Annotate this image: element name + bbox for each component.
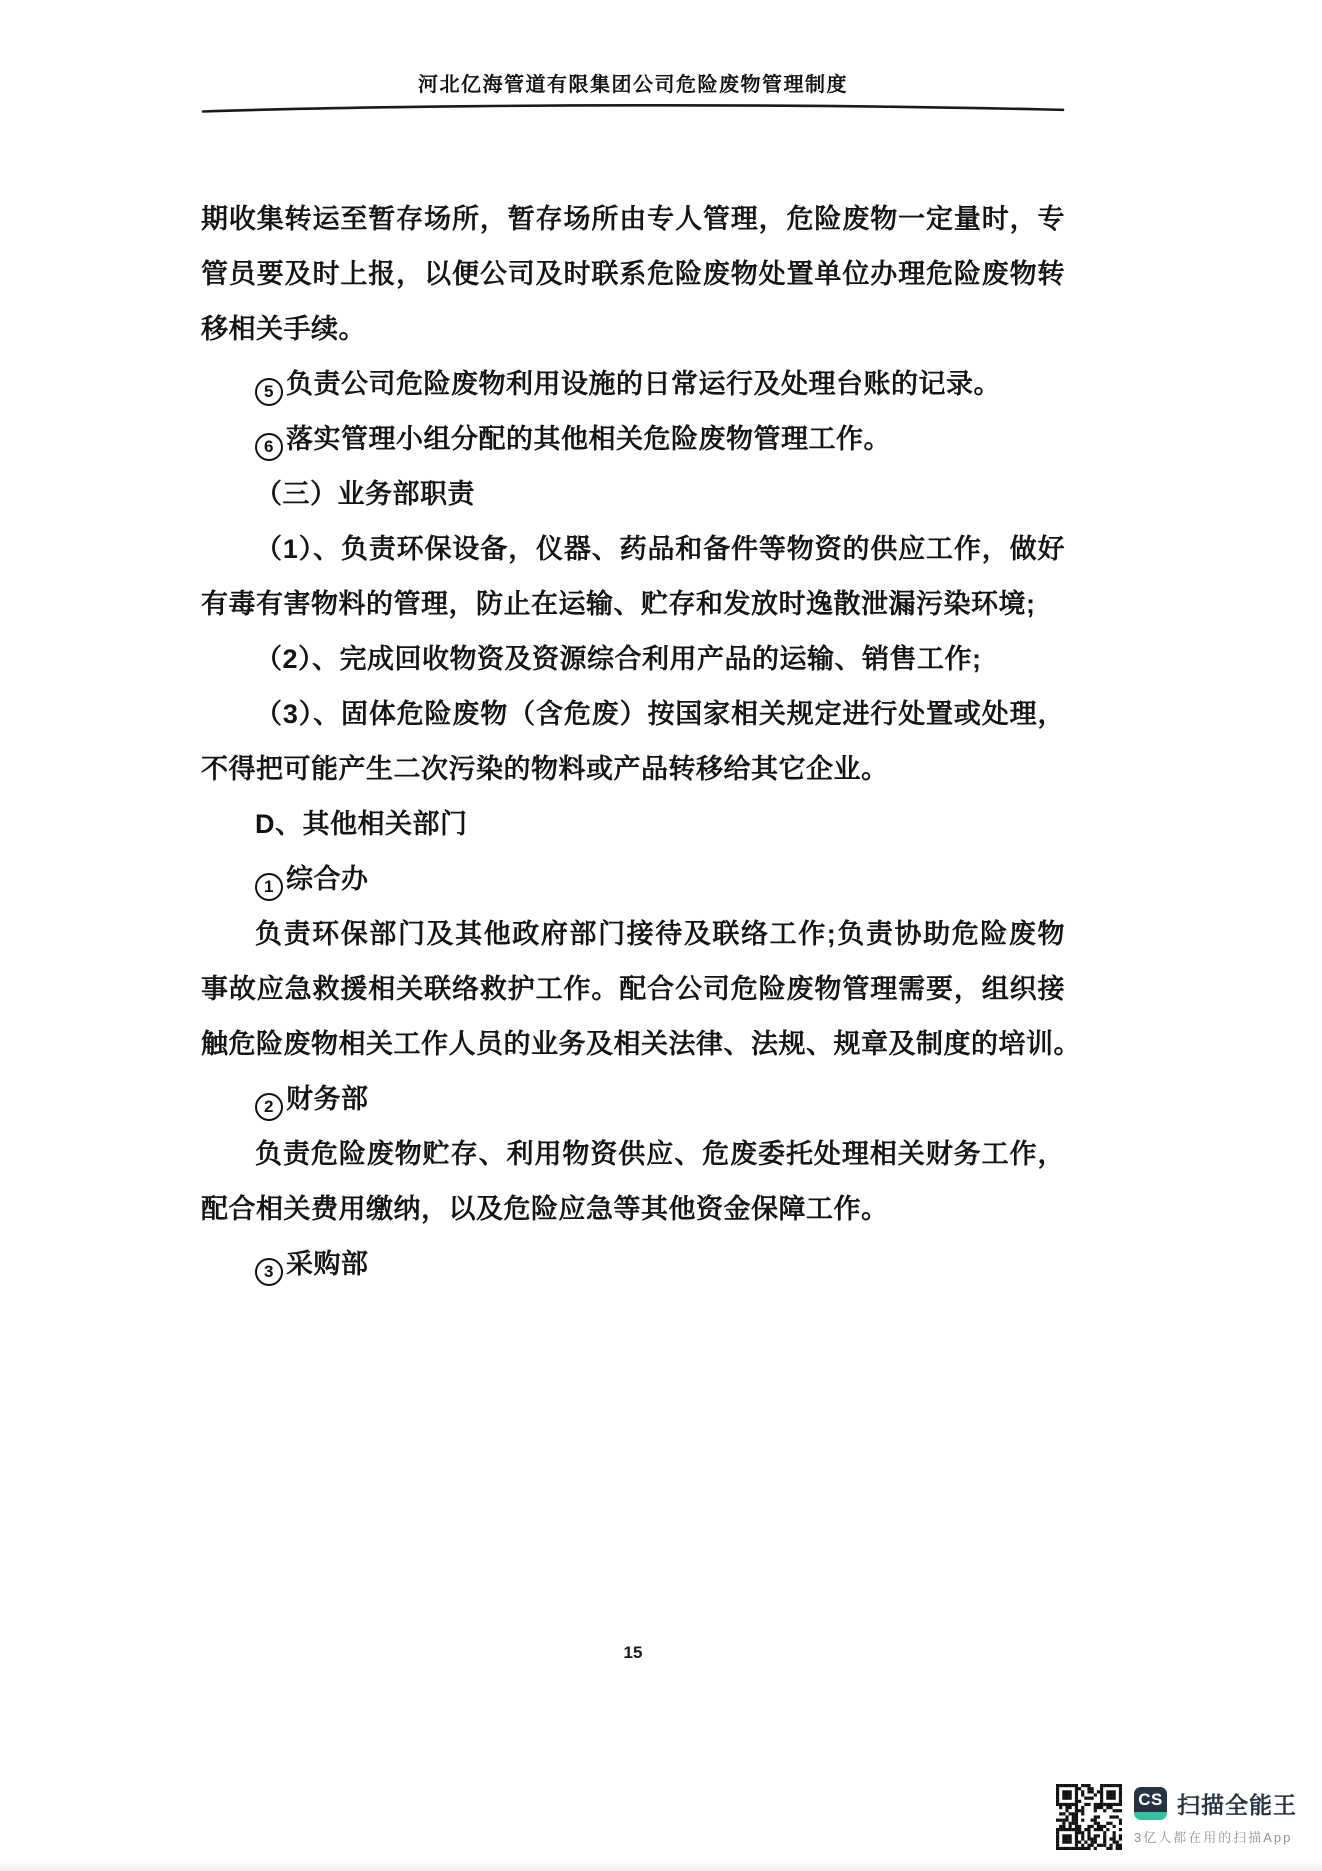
qr-code-icon [1056,1784,1122,1850]
text-line: 移相关手续。 [201,314,366,344]
page-number: 15 [623,1643,643,1662]
camscanner-app-name: 扫描全能王 [1177,1792,1297,1818]
camscanner-branding [1134,1784,1297,1846]
text-line: 事故应急救援相关联络救护工作。配合公司危险废物管理需要，组织接 [201,974,1065,1004]
text-line: （1）、负责环保设备，仪器、药品和备件等物资的供应工作，做好 [255,534,1065,564]
text-line: 1 综合办 [201,852,1065,907]
text-line: （三）业务部职责 [255,479,475,509]
text-line: 期收集转运至暂存场所，暂存场所由专人管理，危险废物一定量时，专 [201,204,1065,234]
camscanner-tagline: 3亿人都在用的扫描App [1134,1830,1293,1845]
document-body [201,122,1081,1292]
header-title: 河北亿海管道有限集团公司危险废物管理制度 [418,74,848,96]
text-line: 触危险废物相关工作人员的业务及相关法律、法规、规章及制度的培训。 [201,1029,1081,1059]
text-line: 2 财务部 [201,1072,1065,1127]
text-line: D、其他相关部门 [255,809,468,839]
page-header [201,0,1065,115]
text-line: 3 采购部 [201,1237,1065,1292]
header-rule [201,101,1065,115]
circled-number: 5 [255,378,283,406]
text-line: 负责环保部门及其他政府部门接待及联络工作;负责协助危险废物 [255,919,1065,949]
text-line: （3）、固体危险废物（含危废）按国家相关规定进行处置或处理， [255,699,1065,729]
camscanner-watermark [1056,1784,1297,1850]
camscanner-logo-icon [1134,1787,1167,1820]
text-line: 5 负责公司危险废物利用设施的日常运行及处理台账的记录。 [201,357,1065,412]
text-line: 管员要及时上报，以便公司及时联系危险废物处置单位办理危险废物转 [201,259,1065,289]
circled-number: 1 [255,873,283,901]
text-line: （2）、完成回收物资及资源综合利用产品的运输、销售工作; [255,644,982,674]
camscanner-logo-text: CS [1138,1790,1163,1809]
text-line: 负责危险废物贮存、利用物资供应、危废委托处理相关财务工作， [255,1139,1065,1169]
text-line: 6 落实管理小组分配的其他相关危险废物管理工作。 [201,412,1065,467]
circled-number: 2 [255,1093,283,1121]
circled-number: 3 [255,1258,283,1286]
circled-number: 6 [255,433,283,461]
text-line: 不得把可能产生二次污染的物料或产品转移给其它企业。 [201,754,889,784]
text-line: 配合相关费用缴纳，以及危险应急等其他资金保障工作。 [201,1194,889,1224]
text-line: 有毒有害物料的管理，防止在运输、贮存和发放时逸散泄漏污染环境; [201,589,1036,619]
